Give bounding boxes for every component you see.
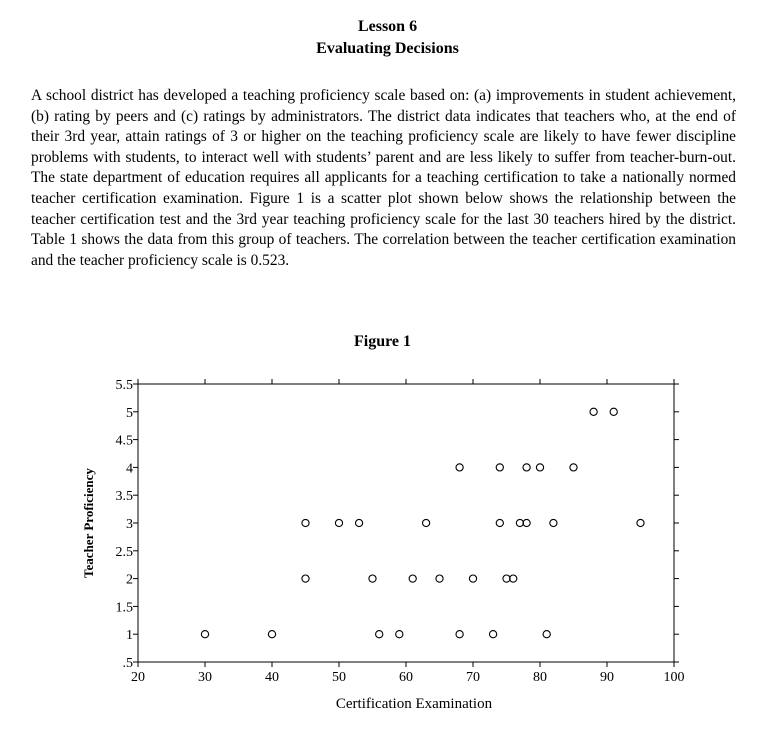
data-point [490,631,497,638]
data-point [423,519,430,526]
data-point [201,631,208,638]
y-axis-label: Teacher Proficiency [81,468,96,578]
x-tick-label: 20 [131,670,145,685]
data-point [268,631,275,638]
data-point [396,631,403,638]
data-point [456,631,463,638]
data-point [550,519,557,526]
x-tick-label: 70 [466,670,480,685]
data-point [335,519,342,526]
data-point [302,519,309,526]
x-tick-label: 80 [533,670,547,685]
data-point [356,519,363,526]
data-point [590,408,597,415]
data-point [369,575,376,582]
y-tick-label: 5 [126,405,133,421]
x-tick-label: 100 [663,670,685,685]
x-tick-label: 60 [399,670,413,685]
y-tick-label: 3.5 [115,489,133,505]
y-tick-label: 1 [126,628,133,644]
data-point [523,519,530,526]
y-tick-label: 5.5 [115,378,133,393]
y-tick-label: 2.5 [115,544,133,560]
y-tick-label: 3 [126,517,133,532]
intro-paragraph: A school district has developed a teaching proficiency scale based on: (a) improvements in student achievement, (b) rating by peers and (c) ratings by administrators. The district data indicates that teachers who, at the end of their 3rd year, attain ratings of 3 or higher on the teaching proficiency scale are likely to have fewer discipline problems with students, to interact well with students’ parent and are less likely to suffer from teacher-burn-out. The state department of education requires all applicants for a teaching certification to take a nationally normed teacher certification examination. Figure 1 is a scatter plot shown below shows the relationship between the teacher certification test and the 3rd year teaching proficiency scale for the last 30 teachers hired by the district. Table 1 shows the data from this group of teachers. The correlation between the teacher certification examination and the teacher proficiency scale is 0.523. [31,87,736,269]
x-tick-label: 50 [332,670,346,685]
data-point [543,631,550,638]
data-point [496,519,503,526]
data-point [496,464,503,471]
y-tick-label: 1.5 [115,600,133,616]
data-point [610,408,617,415]
plot-frame [138,384,674,662]
data-point [503,575,510,582]
data-point [376,631,383,638]
lesson-title: Lesson 6 [357,18,418,35]
data-point [637,519,644,526]
scatter-plot [0,360,775,745]
data-point [523,464,530,471]
data-point [516,519,523,526]
y-tick-label: 2 [126,572,133,588]
data-point [536,464,543,471]
x-tick-label: 30 [198,670,212,685]
data-point [469,575,476,582]
lesson-subtitle: Evaluating Decisions [316,40,459,57]
y-tick-label: 4.5 [115,433,133,449]
y-tick-label: .5 [122,656,133,671]
data-point [302,575,309,582]
data-point [409,575,416,582]
data-point [436,575,443,582]
x-tick-label: 90 [600,670,614,685]
x-tick-label: 40 [265,670,279,685]
data-point [510,575,517,582]
y-tick-label: 4 [126,461,133,477]
data-point [570,464,577,471]
x-axis-label: Certification Examination [335,696,493,712]
figure-title: Figure 1 [353,333,412,350]
data-point [456,464,463,471]
